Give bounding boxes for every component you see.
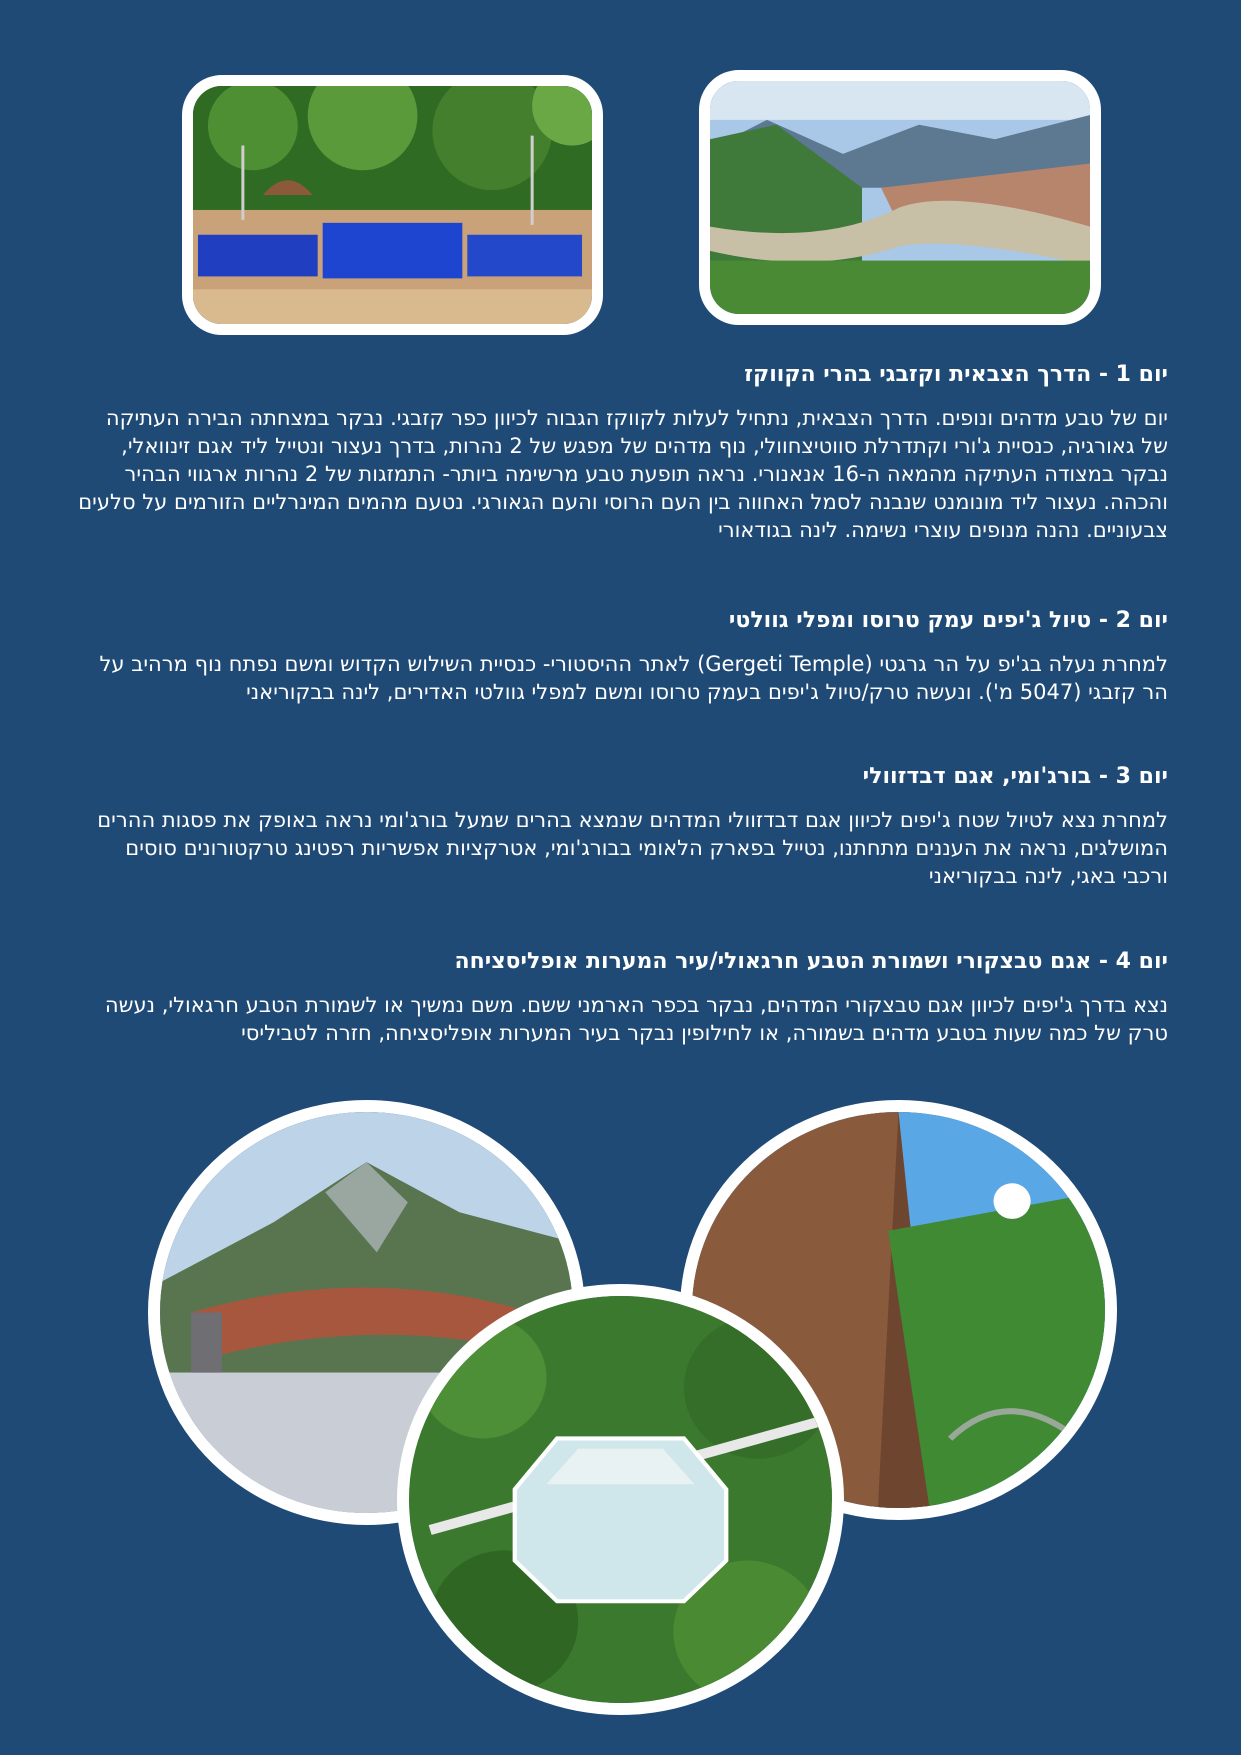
pool-photo (182, 75, 603, 335)
day-3-title: יום 3 - בורג'ומי, אגם דבדזוולי (862, 764, 1168, 789)
day-2-title: יום 2 - טיול ג'יפים עמק טרוסו ומפלי גוולטי (728, 608, 1168, 633)
day-1-description: יום של טבע מדהים ונופים. הדרך הצבאית, נתחיל לעלות לקווקז הגבוה לכיוון כפר קזבגי. נבקר במצחתה הבירה העתיקה של גאורגיה, כנסיית ג'ורי וקתדרלת סווטיצחוולי, נוף מדהים של מפגש של 2 נהרות, בדרך נעצור ונטייל ליד אגם זינוואלי, נבקר במצודה העתיקה מהמאה ה-16 אנאנורי. נראה תופעת טבע מרשימה ביותר- התמזגות של 2 נהרות ארגווי הבהיר והכהה. נעצור ליד מונומנט שנבנה לסמל האחווה בין העם הרוסי והעם הגאורגי. נטעם מהמים המינרליים הזורמים על סלעים צבעוניים. נהנה מנופים עוצרי נשימה. לינה בגודאורי (78, 406, 1168, 542)
day-2-section (78, 606, 1168, 706)
day-4-title: יום 4 - אגם טבצקורי ושמורת הטבע חרגאולי/עיר המערות אופליסציחה (454, 949, 1168, 974)
day-4-description: נצא בדרך ג'יפים לכיוון אגם טבצקורי המדהים, נבקר בכפר הארמני ששם. משם נמשיך או לשמורת הטבע חרגאולי, נעשה טרק של כמה שעות בטבע מדהים בשמורה, או לחילופין נבקר בעיר המערות אופליסציחה, חזרה לטביליסי (104, 993, 1168, 1045)
day-3-section (78, 762, 1168, 890)
river-valley-photo (699, 70, 1101, 325)
day-3-description: למחרת נצא לטיול שטח ג'יפים לכיוון אגם דבדזוולי המדהים שנמצא בהרים שמעל בורג'ומי נראה באופק את פסגות ההרים המושלגים, נראה את העננים מתחתנו, נטייל בפארק הלאומי בבורג'ומי, אטרקציות אפשריות רפטינג טרקטורונים סוסים ורכבי באגי, לינה בבקוריאני (97, 808, 1168, 888)
day-2-description: למחרת נעלה בג'יפ על הר גרגטי (Gergeti Temple) לאתר ההיסטורי- כנסיית השילוש הקדוש ומשם נפתח נוף מרהיב על הר קזבגי (5047 מ'). ונעשה טרק/טיול ג'יפים בעמק טרוסו ומשם למפלי גוולטי האדירים, לינה בבקוריאני (99, 652, 1168, 704)
day-1-section (78, 360, 1168, 544)
glass-bridge-photo (397, 1284, 844, 1715)
day-1-title: יום 1 - הדרך הצבאית וקזבגי בהרי הקווקז (744, 362, 1168, 387)
day-4-section (78, 947, 1168, 1047)
